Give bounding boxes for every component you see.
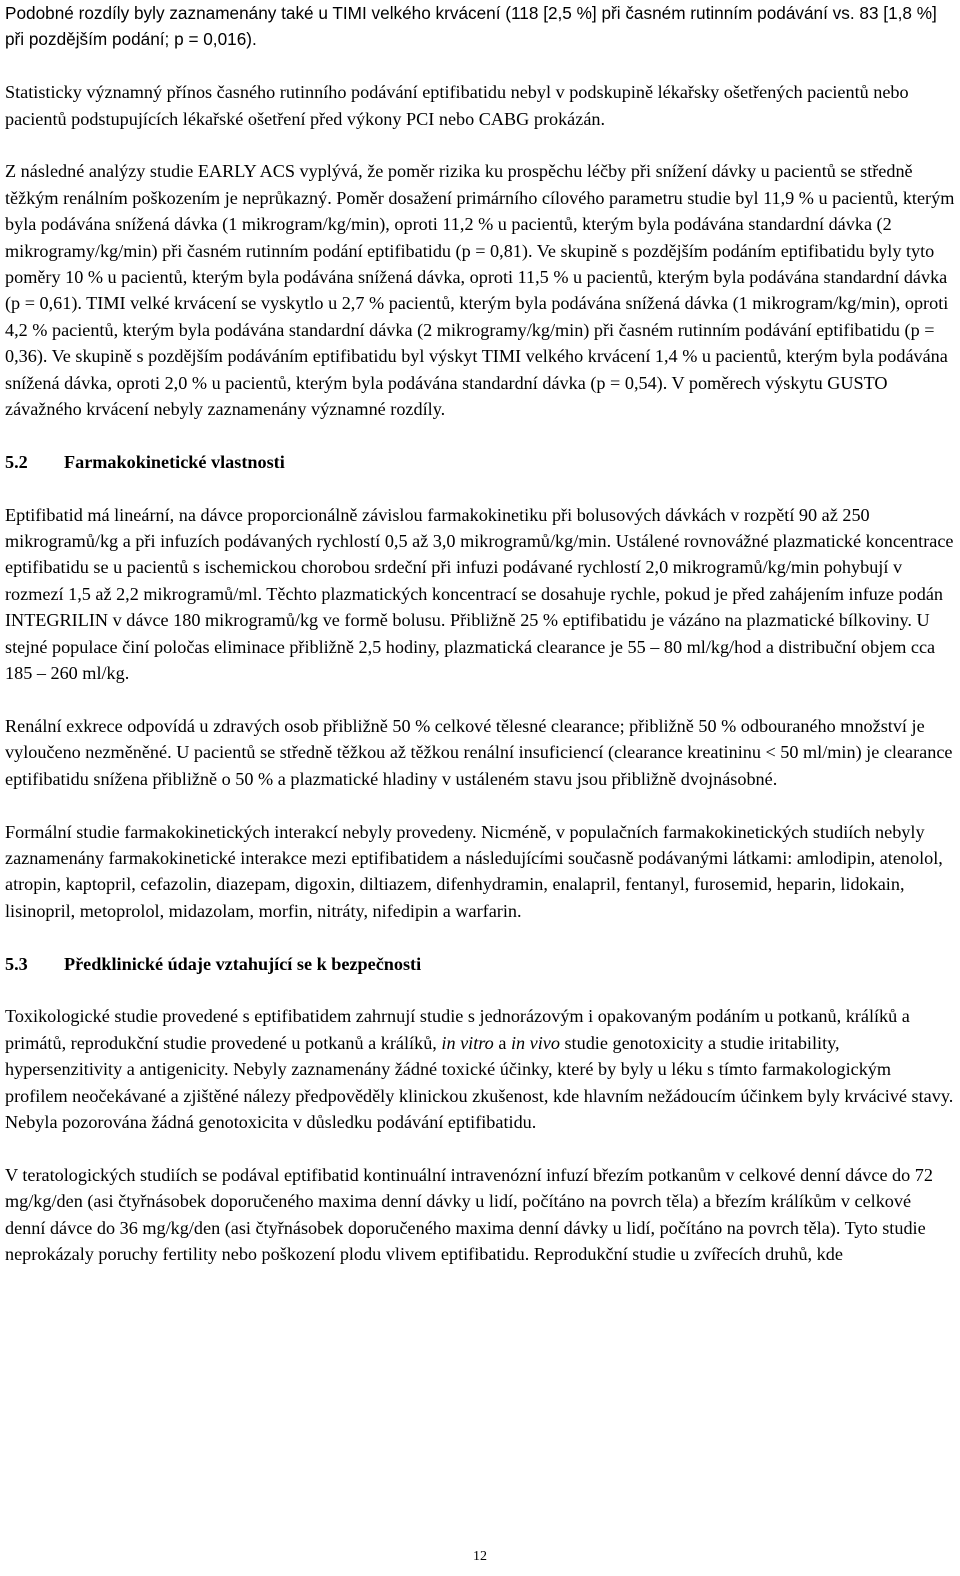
italic-term: in vitro: [441, 1032, 494, 1053]
section-number: 5.2: [5, 451, 28, 472]
paragraph-renal-excretion: Renální exkrece odpovídá u zdravých osob přibližně 50 % celkové tělesné clearance; přibližně 50 % odbouraného množství je vyloučeno nezměněné. U pacientů se středně těžkou až těžkou renální insuficiencí (clearance kreatininu < 50 ml/min) je clearance eptifibatidu snížena přibližně o 50 % a plazmatické hladiny v ustáleném stavu jsou přibližně dvojnásobné.: [5, 715, 953, 789]
page-number: 12: [473, 1549, 487, 1564]
spacer: [5, 132, 955, 158]
document-page: [5, 0, 955, 1267]
paragraph-pharmacokinetics: Eptifibatid má lineární, na dávce proporcionálně závislou farmakokinetiku při bolusových dávkách v rozpětí 90 až 250 mikrogramů/kg a při infuzích podávaných rychlostí 0,5 až 3,0 mikrogramů/kg/min. Ustálené rovnovážné plazmatické koncentrace eptifibatidu se u pacientů s ischemickou chorobou srdeční při infuzi podávané rychlostí 2,0 mikrogramů/kg/min pohybují v rozmezí 1,5 až 2,2 mikrogramů/ml. Těchto plazmatických koncentrací se dosahuje rychle, pokud je před zahájením infuze podán INTEGRILIN v dávce 180 mikrogramů/kg ve formě bolusu. Přibližně 25 % eptifibatidu je vázáno na plazmatické bílkoviny. U stejné populace činí poločas eliminace přibližně 2,5 hodiny, plazmatická clearance je 55 – 80 ml/kg/hod a distribuční objem cca 185 – 260 ml/kg.: [5, 504, 954, 684]
section-heading-5-3: [5, 951, 955, 977]
paragraph-early-acs-renal-analysis: Z následné analýzy studie EARLY ACS vyplývá, že poměr rizika ku prospěchu léčby při snížení dávky u pacientů se středně těžkým renálním poškozením je neprůkazný. Poměr dosažení primárního cílového parametru studie byl 11,9 % u pacientů, kterým byla podávána snížená dávka (1 mikrogram/kg/min), oproti 11,2 % u pacientů, kterým byla podávána standardní dávka (2 mikrogramy/kg/min) při časném rutinním podání eptifibatidu (p = 0,81). Ve skupině s pozdějším podáním eptifibatidu byly tyto poměry 10 % u pacientů, kterým byla podávána snížená dávka, oproti 11,5 % u pacientů, kterým byla podávána standardní dávka (p = 0,61). TIMI velké krvácení se vyskytlo u 2,7 % pacientů, kterým byla podávána snížená dávka (1 mikrogram/kg/min), oproti 4,2 % pacientů, kterým byla podávána standardní dávka (2 mikrogramy/kg/min) při časném rutinním podávání eptifibatidu (p = 0,36). Ve skupině s pozdějším podáváním eptifibatidu byl výskyt TIMI velkého krvácení 1,4 % u pacientů, kterým byla podávána snížená dávka, oproti 2,0 % u pacientů, kterým byla podávána standardní dávka (p = 0,54). V poměrech výskytu GUSTO závažného krvácení nebyly zaznamenány významné rozdíly.: [5, 161, 955, 420]
section-title: Předklinické údaje vztahující se k bezpečnosti: [64, 953, 422, 974]
section-number: 5.3: [5, 953, 28, 974]
paragraph-teratology: V teratologických studiích se podával eptifibatid kontinuální intravenózní infuzí březím potkanům v celkové denní dávce do 72 mg/kg/den (asi čtyřnásobek doporučeného maxima denní dávky u lidí, počítáno na povrch těla) a březím králíkům v celkové denní dávce do 36 mg/kg/den (asi čtyřnásobek doporučeného maxima denní dávky u lidí, počítáno na povrch těla). Tyto studie neprokázaly poruchy fertility nebo poškození plodu vlivem eptifibatidu. Reprodukční studie u zvířecích druhů, kde: [5, 1164, 933, 1264]
section-title: Farmakokinetické vlastnosti: [64, 451, 285, 472]
paragraph-interaction-studies: Formální studie farmakokinetických interakcí nebyly provedeny. Nicméně, v populačních farmakokinetických studiích nebyly zaznamenány farmakokinetické interakce mezi eptifibatidem a následujícími současně podávanými látkami: amlodipin, atenolol, atropin, kaptopril, cefazolin, diazepam, digoxin, diltiazem, difenhydramin, enalapril, fentanyl, furosemid, heparin, lidokain, lisinopril, metoprolol, midazolam, morfin, nitráty, nifedipin a warfarin.: [5, 821, 943, 921]
spacer: [5, 475, 955, 501]
spacer: [5, 977, 955, 1003]
paragraph-subgroup-benefit: Statisticky významný přínos časného rutinního podávání eptifibatidu nebyl v podskupině lékařsky ošetřených pacientů nebo pacientů podstupujících lékařské ošetření před výkony PCI nebo CABG prokázán.: [5, 82, 909, 129]
spacer: [5, 422, 955, 448]
section-heading-5-2: [5, 449, 955, 475]
italic-term: in vivo: [510, 1032, 560, 1053]
spacer: [5, 53, 955, 79]
text-run: studie genotoxicity a studie iritability, hypersenzitivity a antigenicity. Nebyly zaznamenány žádné toxické účinky, které by byly u léku s tímto farmakologickým profilem neočekávané a zjištěné nálezy předpověděly klinickou zkušenost, kde hlavním nežádoucím účinkem byly krvácivé stavy. Nebyla pozorována žádná genotoxicita v důsledku podávání eptifibatidu.: [5, 1032, 954, 1132]
text-run: Toxikologické studie provedené s eptifibatidem zahrnují studie s jednorázovým i opakovaným podáním u potkanů, králíků a primátů, reprodukční studie provedené u potkanů a králíků,: [5, 1006, 910, 1053]
spacer: [5, 1135, 955, 1161]
spacer: [5, 792, 955, 818]
spacer: [5, 687, 955, 713]
spacer: [5, 924, 955, 950]
text-run: a: [493, 1032, 511, 1053]
paragraph-toxicology: [5, 1003, 955, 1135]
paragraph-timi-bleeding-differences: Podobné rozdíly byly zaznamenány také u TIMI velkého krvácení (118 [2,5 %] při časném rutinním podávání vs. 83 [1,8 %] při pozdějším podání; p = 0,016).: [5, 3, 937, 50]
